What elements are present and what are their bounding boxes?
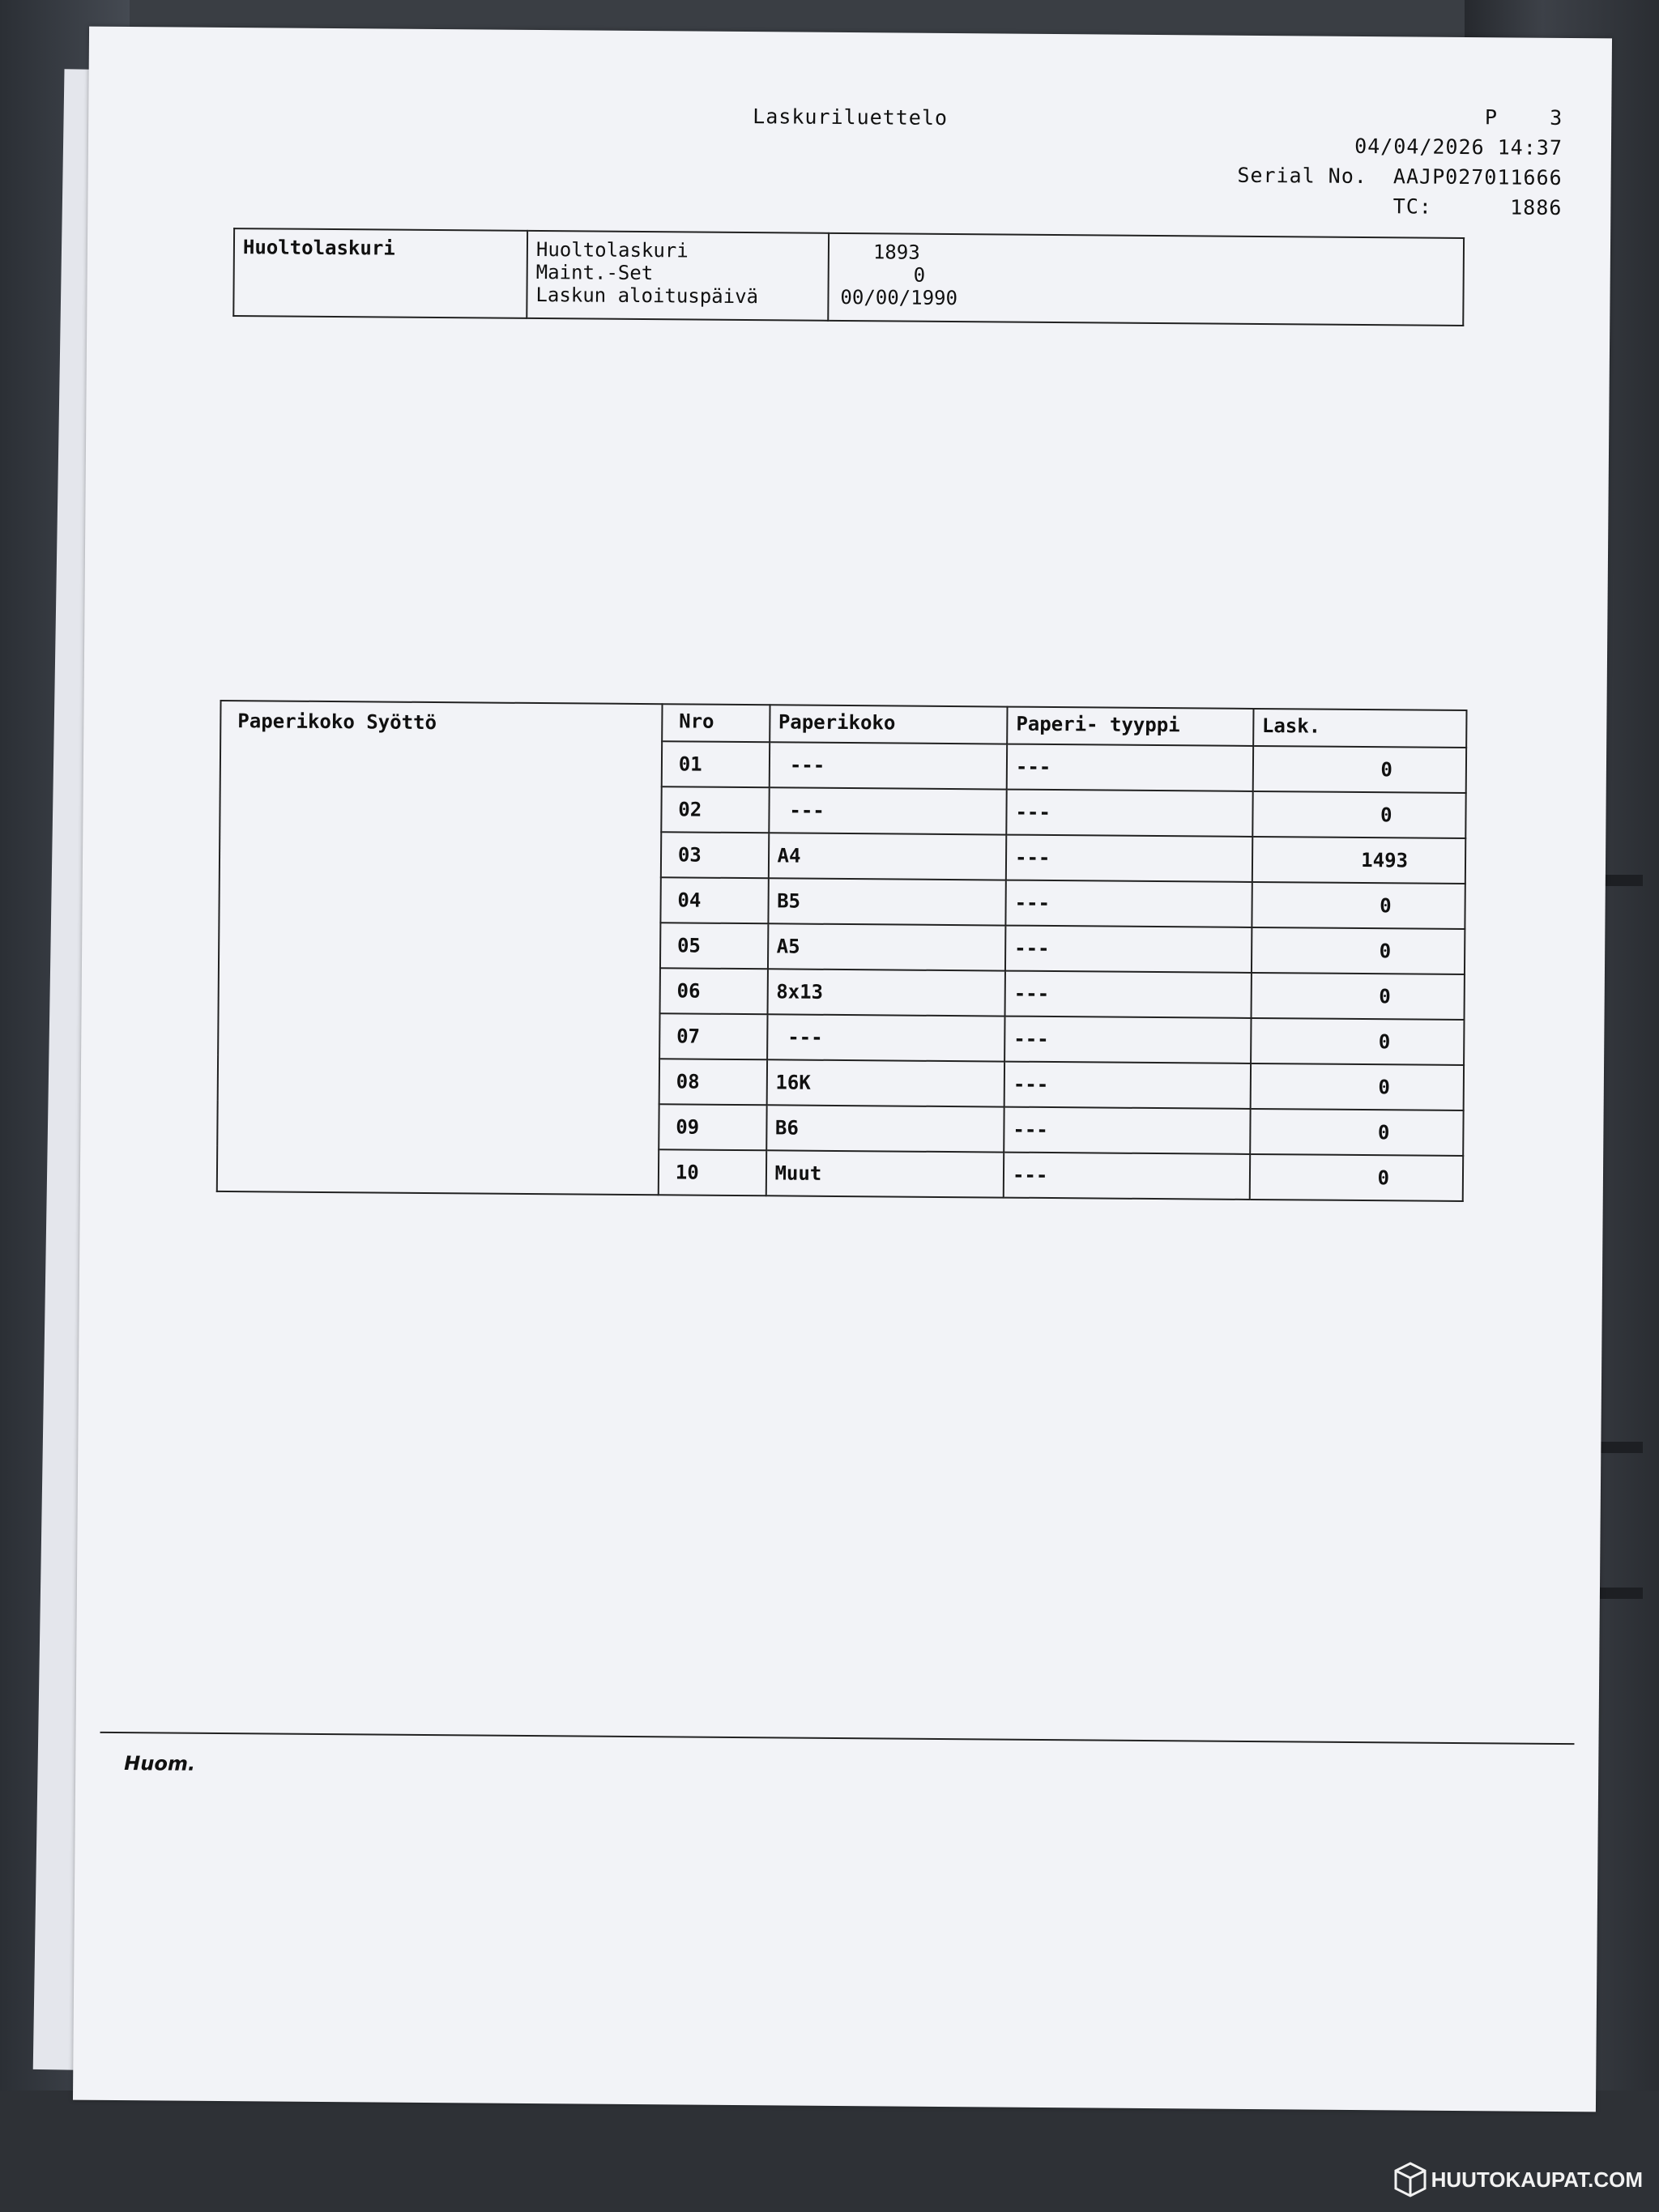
cell-size: A5 — [767, 923, 1005, 970]
report-meta — [1043, 99, 1563, 223]
maintenance-counter-table — [232, 228, 1465, 326]
cell-count: 0 — [1249, 1154, 1463, 1201]
table-header-row — [220, 701, 1466, 748]
cell-type: --- — [1005, 926, 1252, 973]
page-number: P 3 — [1484, 105, 1563, 130]
cell-count: 0 — [1251, 1018, 1465, 1065]
cell-size: --- — [769, 742, 1007, 789]
footer-divider — [100, 1732, 1575, 1745]
cell-count: 0 — [1252, 882, 1465, 929]
note-label: Huom. — [124, 1752, 196, 1775]
cell-size: 16K — [766, 1059, 1004, 1106]
cell-size: B5 — [768, 878, 1006, 925]
cell-type: --- — [1006, 835, 1252, 882]
cell-nro: 07 — [659, 1013, 767, 1059]
cell-nro: 05 — [660, 923, 768, 969]
tc-counter: TC: 1886 — [1392, 194, 1563, 219]
col-header-type: Paperi- tyyppi — [1007, 707, 1253, 746]
col-header-count: Lask. — [1253, 709, 1467, 748]
cell-count: 0 — [1251, 973, 1465, 1020]
cell-size: --- — [767, 1014, 1005, 1061]
value-start-date: 00/00/1990 — [840, 285, 958, 310]
cell-count: 0 — [1252, 927, 1465, 974]
cell-nro: 10 — [659, 1149, 766, 1196]
cell-count: 0 — [1250, 1109, 1464, 1156]
cell-nro: 04 — [660, 877, 768, 923]
paper-size-feed-table — [216, 700, 1468, 1202]
cell-count: 0 — [1252, 791, 1466, 838]
value-maintenance-counter: 1893 — [872, 241, 920, 264]
cell-size: 8x13 — [767, 969, 1005, 1016]
cell-size: B6 — [766, 1105, 1004, 1152]
cell-size: A4 — [768, 833, 1006, 880]
paper-feed-label: Paperikoko Syöttö — [217, 701, 663, 1195]
cell-nro: 02 — [661, 786, 769, 833]
maintenance-fields — [527, 231, 829, 321]
cell-nro: 01 — [662, 741, 770, 787]
field-maint-set: Maint.-Set — [535, 260, 654, 285]
cell-type: --- — [1004, 1107, 1250, 1154]
maintenance-values — [828, 233, 1464, 326]
watermark — [1394, 2157, 1643, 2202]
cell-count: 0 — [1250, 1063, 1464, 1110]
report-title: Laskuriluettelo — [753, 104, 949, 130]
cell-count: 0 — [1252, 746, 1466, 793]
field-start-date: Laskun aloituspäivä — [535, 283, 759, 309]
cell-type: --- — [1004, 1016, 1251, 1063]
cell-type: --- — [1004, 1062, 1251, 1109]
col-header-nro: Nro — [662, 704, 770, 742]
cell-type: --- — [1006, 790, 1252, 837]
print-datetime: 04/04/2026 14:37 — [1354, 134, 1563, 160]
cell-size: --- — [769, 787, 1007, 834]
cell-count: 1493 — [1252, 837, 1465, 884]
cell-nro: 09 — [659, 1104, 766, 1150]
serial-number: Serial No. AAJP027011666 — [1237, 163, 1563, 190]
watermark-text: HUUTOKAUPAT.COM — [1431, 2167, 1643, 2192]
cube-logo-icon — [1394, 2162, 1427, 2197]
cell-nro: 06 — [659, 968, 767, 1014]
cell-type: --- — [1007, 744, 1253, 791]
cell-nro: 08 — [659, 1059, 766, 1105]
cell-type: --- — [1005, 971, 1252, 1018]
field-maintenance-counter: Huoltolaskuri — [535, 237, 689, 262]
counter-list-sheet — [73, 27, 1612, 2112]
cell-nro: 03 — [661, 832, 769, 878]
cell-type: --- — [1005, 880, 1252, 927]
value-maint-set: 0 — [913, 263, 926, 287]
cell-size: Muut — [766, 1150, 1004, 1197]
cell-type: --- — [1004, 1153, 1250, 1200]
col-header-size: Paperikoko — [770, 705, 1008, 744]
maintenance-label: Huoltolaskuri — [233, 228, 527, 318]
